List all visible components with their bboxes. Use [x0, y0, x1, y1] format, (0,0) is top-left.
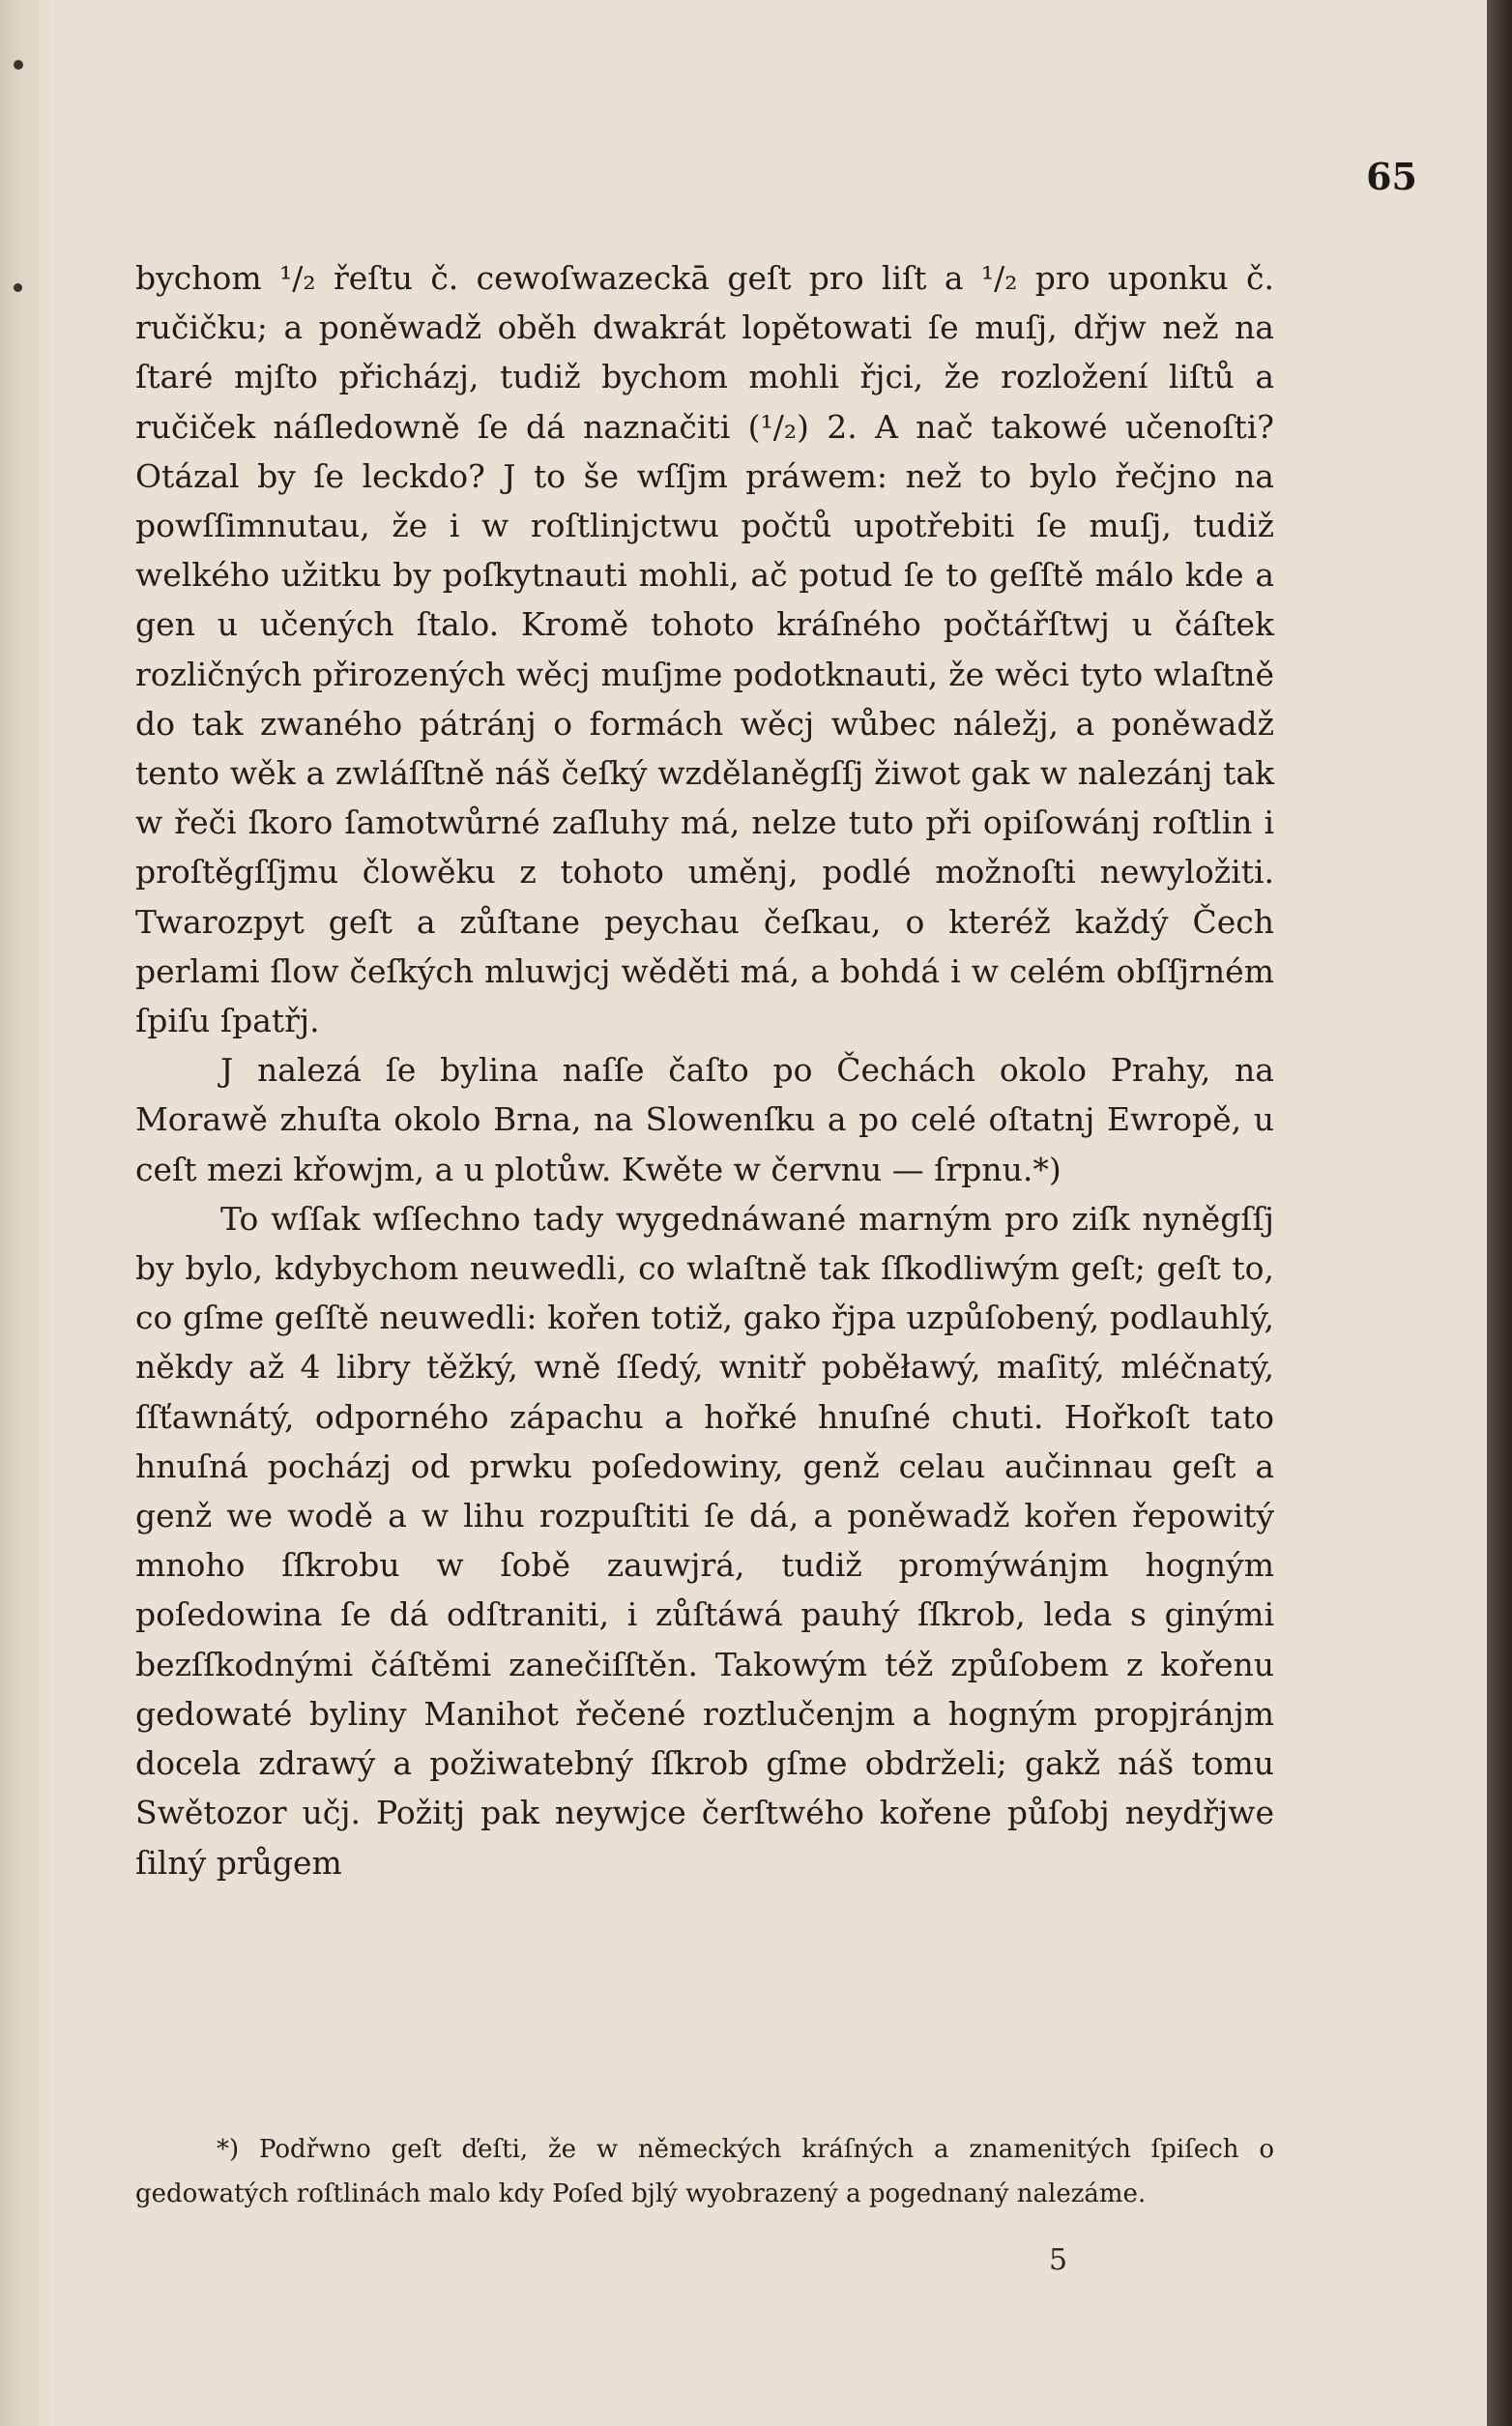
signature-mark: 5: [1049, 2243, 1068, 2277]
paragraph: To wſſak wſſechno tady wygednáwané marným pro ziſk nyněgſſj by bylo, kdybychom neuwedli, co wlaſtně tak ſſkodliwým geſt; geſt to, co gſme geſſtě neuwedli: kořen totiž, gako řjpa uzpůſobený, podlauhlý, někdy až 4 libry těžký, wně ſſedý, wnitř poběławý, maſitý, mléčnatý, ſſťawnátý, odporného zápachu a hořké hnuſné chuti. Hořkoſt tato hnuſná pocházj od prwku poſedowiny, genž celau aučinnau geſt a genž we wodě a w lihu rozpuſtiti ſe dá, a poněwadž kořen řepowitý mnoho ſſkrobu w ſobě zauwjrá, tudiž promýwánjm hogným poſedowina ſe dá odſtraniti, i zůſtáwá pauhý ſſkrob, leda s ginými bezſſkodnými čáſtěmi zanečiſſtěn. Takowým též způſobem z kořenu gedowaté byliny Manihot řečené roztlučenjm a hogným propjránjm docela zdrawý a požiwatebný ſſkrob gſme obdrželi; gakž náš tomu Swětozor učj. Požitj pak neywjce čerſtwého kořene půſobj neydřjwe ſilný průgem: [135, 1199, 1274, 1882]
ink-speck: [14, 283, 22, 292]
page-number: 65: [1366, 155, 1417, 198]
footnote: *) Podřwno geſt ďeſti, že w německých kráſných a znamenitých ſpiſech o gedowatých roſtlinách malo kdy Poſed bjlý wyobrazený a pogednaný nalezáme.: [135, 2135, 1274, 2208]
ink-speck: [14, 60, 23, 70]
body-text: [135, 253, 1274, 1887]
page-edge: [1487, 0, 1512, 2426]
paragraph: bychom ¹/₂ řeſtu č. cewoſwazeckā geſt pro liſt a ¹/₂ pro uponku č. ručičku; a poněwadž oběh dwakrát lopětowati ſe muſj, dřjw než na ſtaré mjſto přicházj, tudiž bychom mohli řjci, že rozložení liſtů a ručiček náſledowně ſe dá naznačiti (¹/₂) 2. A nač takowé učenoſti? Otázal by ſe leckdo? J to še wſſjm práwem: než to bylo řečjno na powſſimnutau, že i w roſtlinjctwu počtů upotřebiti ſe muſj, tudiž welkého užitku by poſkytnauti mohli, ač potud ſe to geſſtě málo kde a gen u učených ſtalo. Kromě tohoto kráſného počtářſtwj u čáſtek rozličných přirozených wěcj muſjme podotknauti, že wěci tyto wlaſtně do tak zwaného pátránj o formách wěcj wůbec náležj, a poněwadž tento wěk a zwláſſtně náš čeſký wzdělaněgſſj žiwot gak w nalezánj tak w řeči ſkoro ſamotwůrné zaſluhy má, nelze tuto při opiſowánj roſtlin i proſtěgſſjmu člowěku z tohoto uměnj, podlé možnoſti newyložiti. Twarozpyt geſt a zůſtane peychau čeſkau, o kteréž každý Čech perlami ſlow čeſkých mluwjcj wěděti má, a bohdá i w celém obſſjrném ſpiſu ſpatřj.: [135, 259, 1274, 1040]
page-gutter: [0, 0, 50, 2426]
paragraph: J nalezá ſe bylina naſſe čaſto po Čechách okolo Prahy, na Morawě zhuſta okolo Brna, na Slowenſku a po celé oſtatnj Ewropě, u ceſt mezi křowjm, a u plotůw. Kwěte w červnu — ſrpnu.*): [135, 1051, 1274, 1188]
